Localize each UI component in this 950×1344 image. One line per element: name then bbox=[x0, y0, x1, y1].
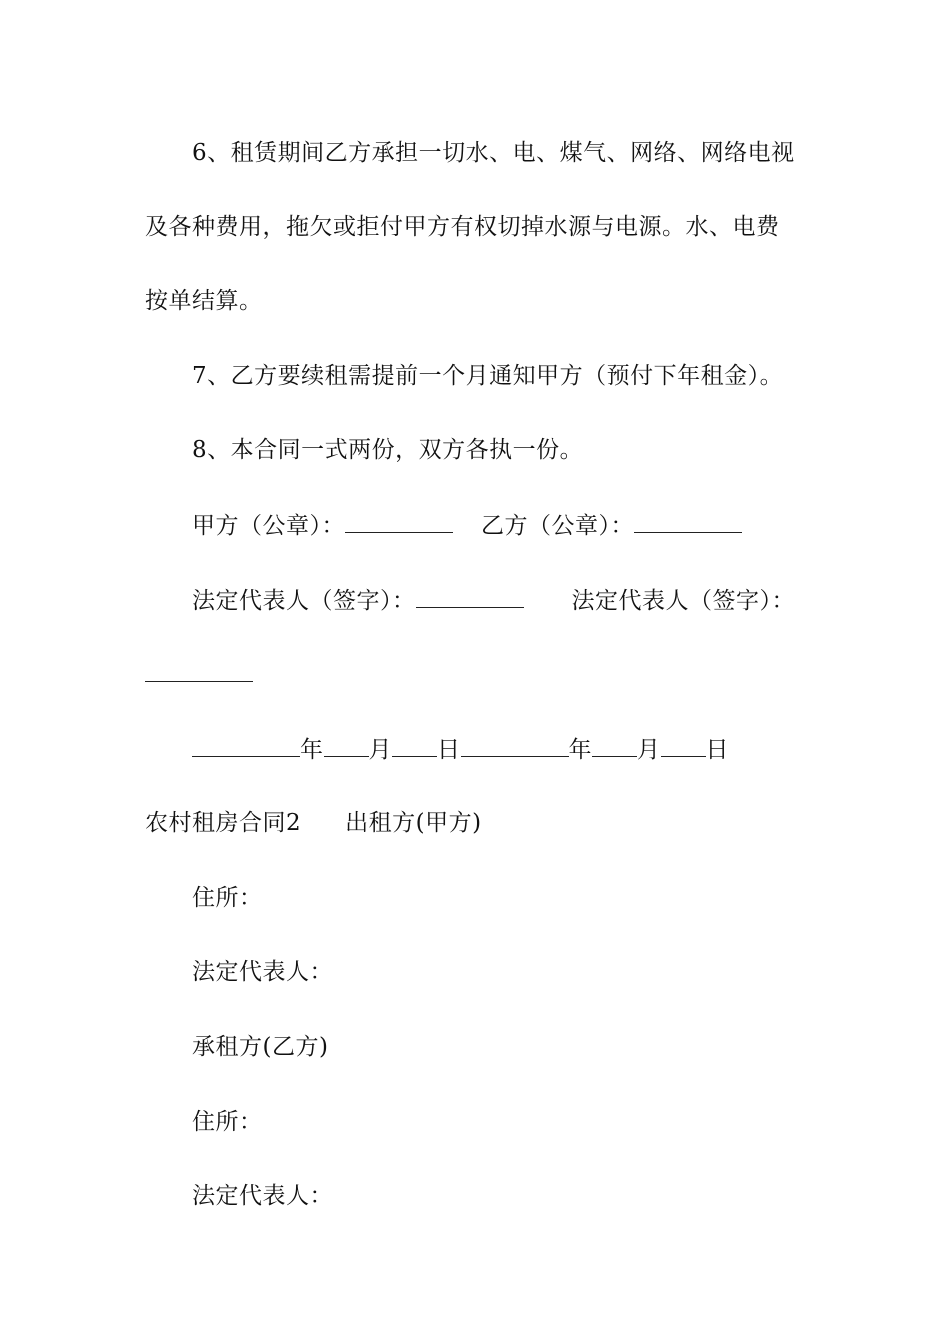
date-a-year-label: 年 bbox=[300, 737, 324, 763]
party-b-legal-rep-sign-label: 法定代表人（签字）： bbox=[571, 588, 795, 614]
clause-8: 8、本合同一式两份，双方各执一份。 bbox=[192, 437, 584, 463]
party-b-seal-label: 乙方（公章）： bbox=[481, 513, 634, 539]
lessor-heading: 出租方(甲方) bbox=[345, 810, 482, 836]
date-b-month-label: 月 bbox=[637, 737, 661, 763]
date-line bbox=[192, 734, 729, 765]
clause-7: 7、乙方要续租需提前一个月通知甲方（预付下年租金）。 bbox=[192, 363, 784, 389]
date-a-year-blank bbox=[192, 734, 300, 757]
clause-6-line-3: 按单结算。 bbox=[145, 288, 263, 314]
party-a-legal-rep-sign-blank bbox=[416, 585, 524, 608]
date-a-day-label: 日 bbox=[437, 737, 461, 763]
party-b-seal-blank bbox=[634, 510, 742, 533]
lessee-heading: 承租方(乙方) bbox=[192, 1034, 329, 1060]
party-b-sign-blank-line bbox=[145, 659, 253, 690]
clause-6-line-1: 6、租赁期间乙方承担一切水、电、煤气、网络、网络电视 bbox=[192, 140, 795, 166]
lessor-residence-label: 住所： bbox=[192, 885, 263, 911]
date-b-day-blank bbox=[661, 734, 706, 757]
date-b-year-label: 年 bbox=[568, 737, 592, 763]
lessee-residence-label: 住所： bbox=[192, 1109, 263, 1135]
contract-2-title: 农村租房合同2 bbox=[145, 810, 302, 836]
lessor-legal-rep-label: 法定代表人： bbox=[192, 959, 333, 985]
date-a-day-blank bbox=[392, 734, 437, 757]
date-a-month-label: 月 bbox=[368, 737, 392, 763]
clause-6-line-2: 及各种费用，拖欠或拒付甲方有权切掉水源与电源。水、电费 bbox=[145, 214, 780, 240]
party-b-legal-rep-sign-blank bbox=[145, 659, 253, 682]
contract-2-heading-line bbox=[145, 808, 482, 838]
party-a-legal-rep-sign-label: 法定代表人（签字）： bbox=[192, 588, 416, 614]
signature-line bbox=[192, 585, 795, 616]
date-a-month-blank bbox=[324, 734, 369, 757]
date-b-day-label: 日 bbox=[705, 737, 729, 763]
lessee-legal-rep-label: 法定代表人： bbox=[192, 1183, 333, 1209]
party-a-seal-label: 甲方（公章）： bbox=[192, 513, 345, 539]
date-b-year-blank bbox=[461, 734, 569, 757]
date-b-month-blank bbox=[592, 734, 637, 757]
seal-line bbox=[192, 510, 742, 541]
party-a-seal-blank bbox=[345, 510, 453, 533]
